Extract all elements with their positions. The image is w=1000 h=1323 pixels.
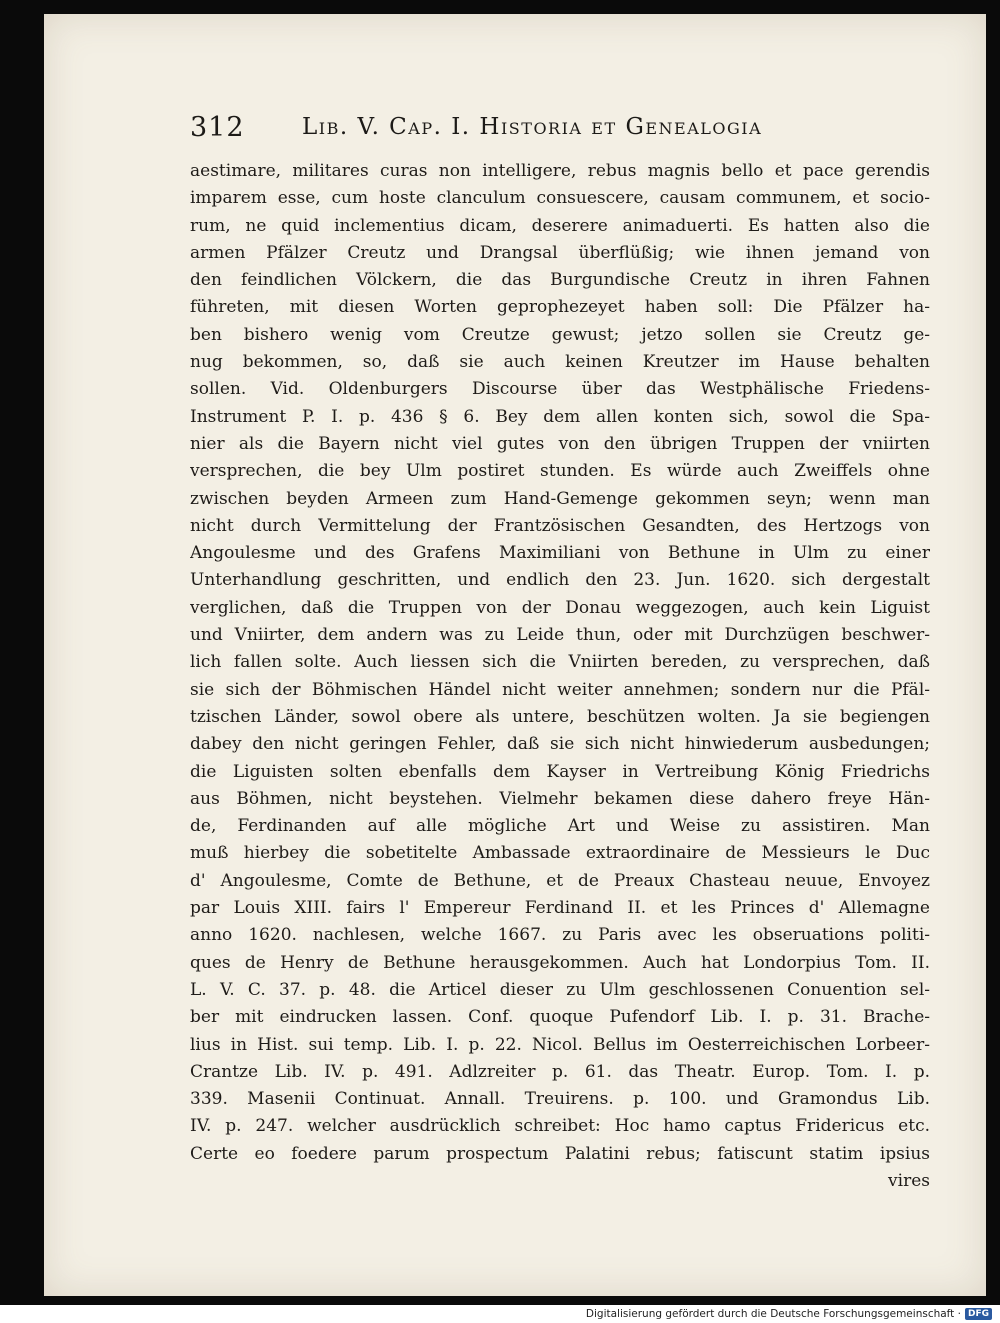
text-line: Crantze Lib. IV. p. 491. Adlzreiter p. 61. das Theatr. Europ. Tom. I. p. xyxy=(190,1061,930,1082)
text-line: imparem esse, cum hoste clanculum consuescere, causam communem, et socio- xyxy=(190,188,930,209)
text-line: Angoulesme und des Grafens Maximiliani von Bethune in Ulm zu einer xyxy=(190,543,930,564)
running-head: Lib. V. Cap. I. Historia et Genealogia xyxy=(302,114,763,140)
text-line: sollen. Vid. Oldenburgers Discourse über das Westphälische Friedens- xyxy=(190,379,930,400)
page-number: 312 xyxy=(190,112,245,143)
text-line: aestimare, militares curas non intelligere, rebus magnis bello et pace gerendis xyxy=(190,161,930,181)
footer-credit xyxy=(586,1306,992,1322)
text-line: nug bekommen, so, daß sie auch keinen Kreutzer im Hause behalten xyxy=(190,352,930,373)
text-line: IV. p. 247. welcher ausdrücklich schreibet: Hoc hamo captus Fridericus etc. xyxy=(190,1116,930,1137)
text-line: anno 1620. nachlesen, welche 1667. zu Paris avec les obseruations politi- xyxy=(190,925,930,946)
text-line: führeten, mit diesen Worten geprophezeyet haben soll: Die Pfälzer ha- xyxy=(190,297,930,318)
text-line: zwischen beyden Armeen zum Hand-Gemenge gekommen seyn; wenn man xyxy=(190,488,930,509)
dfg-logo-icon: DFG xyxy=(965,1308,992,1320)
text-line: sie sich der Böhmischen Händel nicht weiter annehmen; sondern nur die Pfäl- xyxy=(190,679,930,700)
text-line: ber mit eindrucken lassen. Conf. quoque Pufendorf Lib. I. p. 31. Brache- xyxy=(190,1007,930,1028)
text-line: muß hierbey die sobetitelte Ambassade extraordinaire de Messieurs le Duc xyxy=(190,843,930,864)
text-line: 339. Masenii Continuat. Annall. Treuirens. p. 100. und Gramondus Lib. xyxy=(190,1089,930,1110)
text-line: tzischen Länder, sowol obere als untere, beschützen wolten. Ja sie begiengen xyxy=(190,706,930,727)
text-line: L. V. C. 37. p. 48. die Articel dieser zu Ulm geschlossenen Conuention sel- xyxy=(190,979,930,1000)
text-line: aus Böhmen, nicht beystehen. Vielmehr bekamen diese dahero freye Hän- xyxy=(190,788,930,809)
text-line: Certe eo foedere parum prospectum Palatini rebus; fatiscunt statim ipsius xyxy=(190,1143,930,1164)
text-line: lius in Hist. sui temp. Lib. I. p. 22. Nicol. Bellus im Oesterreichischen Lorbeer- xyxy=(190,1034,930,1055)
text-line: Unterhandlung geschritten, und endlich den 23. Jun. 1620. sich dergestalt xyxy=(190,570,930,591)
text-line: par Louis XIII. fairs l' Empereur Ferdinand II. et les Princes d' Allemagne xyxy=(190,898,930,919)
text-line: armen Pfälzer Creutz und Drangsal überflüßig; wie ihnen jemand von xyxy=(190,242,930,263)
text-line: verglichen, daß die Truppen von der Donau weggezogen, auch kein Liguist xyxy=(190,597,930,618)
text-line: ben bishero wenig vom Creutze gewust; jetzo sollen sie Creutz ge- xyxy=(190,324,930,345)
page-header xyxy=(190,110,830,150)
text-line: vires xyxy=(888,1170,930,1191)
text-line: rum, ne quid inclementius dicam, deserere animaduerti. Es hatten also die xyxy=(190,215,930,236)
text-line: nier als die Bayern nicht viel gutes von den übrigen Truppen der vniirten xyxy=(190,433,930,454)
body-text xyxy=(190,158,930,1195)
text-line: ques de Henry de Bethune herausgekommen. Auch hat Londorpius Tom. II. xyxy=(190,952,930,973)
text-line: nicht durch Vermittelung der Frantzösischen Gesandten, des Hertzogs von xyxy=(190,515,930,536)
text-line: den feindlichen Völckern, die das Burgundische Creutz in ihren Fahnen xyxy=(190,270,930,291)
text-line: dabey den nicht geringen Fehler, daß sie sich nicht hinwiederum ausbedungen; xyxy=(190,734,930,755)
text-line: lich fallen solte. Auch liessen sich die Vniirten bereden, zu versprechen, daß xyxy=(190,652,930,673)
text-line: die Liguisten solten ebenfalls dem Kayser in Vertreibung König Friedrichs xyxy=(190,761,930,782)
text-line: versprechen, die bey Ulm postiret stunden. Es würde auch Zweiffels ohne xyxy=(190,461,930,482)
text-line: d' Angoulesme, Comte de Bethune, et de Preaux Chasteau neuue, Envoyez xyxy=(190,870,930,891)
footer-text: Digitalisierung gefördert durch die Deutsche Forschungsgemeinschaft · xyxy=(585,1308,961,1320)
text-line: Instrument P. I. p. 436 § 6. Bey dem allen konten sich, sowol die Spa- xyxy=(190,406,930,427)
text-line: de, Ferdinanden auf alle mögliche Art und Weise zu assistiren. Man xyxy=(190,816,930,837)
text-line: und Vniirter, dem andern was zu Leide thun, oder mit Durchzügen beschwer- xyxy=(190,625,930,646)
